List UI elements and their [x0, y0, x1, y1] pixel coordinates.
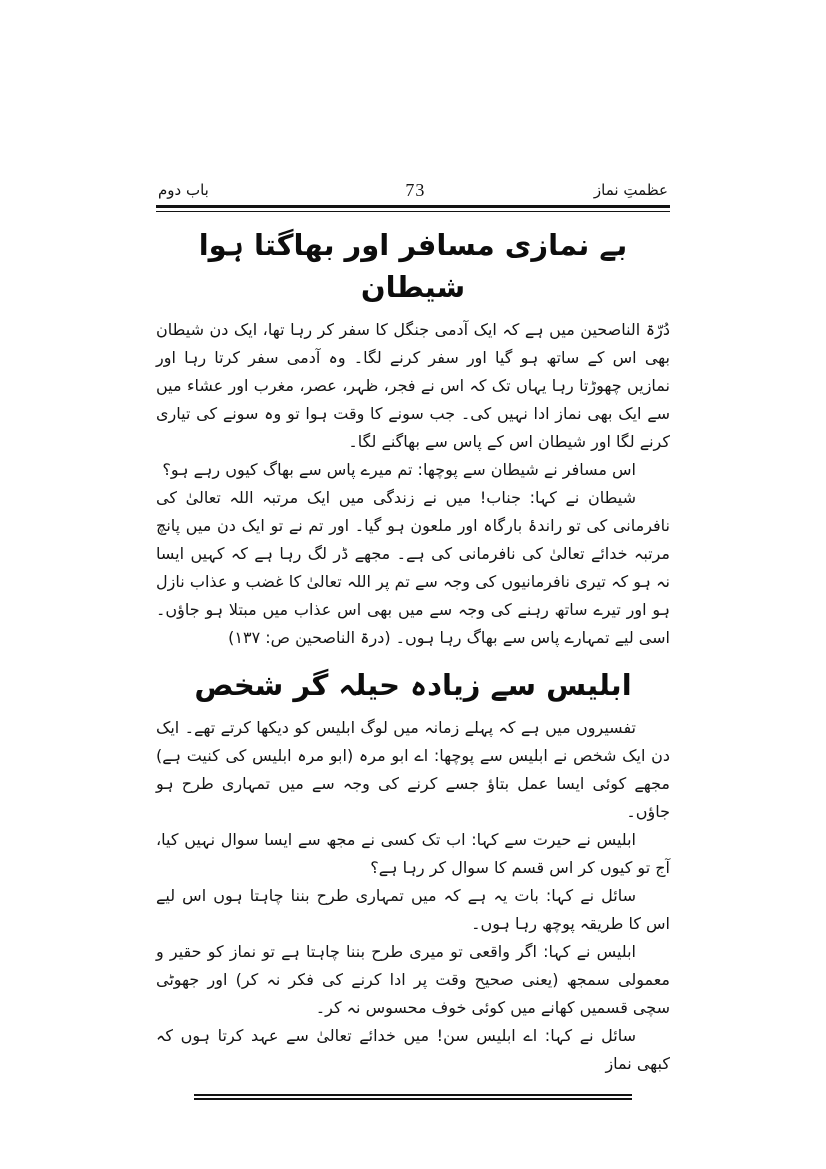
- section-heading: بے نمازی مسافر اور بھاگتا ہوا شیطان: [198, 228, 628, 304]
- header-chapter-title: باب دوم: [158, 181, 209, 199]
- header-divider-rule: [156, 205, 670, 212]
- section-heading: ابلیس سے زیادہ حیلہ گر شخص: [194, 668, 632, 702]
- running-header: [156, 180, 670, 205]
- section-more-cunning-than-iblis: [156, 664, 670, 1078]
- footer-divider-rule: [194, 1094, 632, 1100]
- paragraph: ابلیس نے کہا: اگر واقعی تو میری طرح بننا چاہتا ہے تو نماز کو حقیر و معمولی سمجھ (یعنی صحیح وقت پر ادا کرنے کی فکر نہ کر) اور جھوٹی سچی قسمیں کھانے میں کوئی خوف محسوس نہ کر۔: [156, 942, 670, 1017]
- paragraph: سائل نے کہا: اے ابلیس سن! میں خدائے تعالیٰ سے عہد کرتا ہوں کہ کبھی نماز: [156, 1026, 670, 1073]
- paragraph: اس مسافر نے شیطان سے پوچھا: تم میرے پاس سے بھاگ کیوں رہے ہو؟: [162, 460, 636, 479]
- section-traveler-and-satan: [156, 224, 670, 652]
- header-book-title: عظمتِ نماز: [593, 181, 668, 199]
- header-page-number: 73: [405, 180, 426, 200]
- paragraph: شیطان نے کہا: جناب! میں نے زندگی میں ایک مرتبہ اللہ تعالیٰ کی نافرمانی کی تو راندۂ بارگاہ اور ملعون ہو گیا۔ اور تم نے تو ایک دن میں پانچ مرتبہ خدائے تعالیٰ کی نافرمانی کی ہے۔ مجھے ڈر لگ رہا ہے کہ کہیں ایسا نہ ہو کہ تیری نافرمانیوں کی وجہ سے تم پر اللہ تعالیٰ کا غضب و عذاب نازل ہو اور تیرے ساتھ رہنے کی وجہ سے میں بھی اس عذاب میں مبتلا ہو جاؤں۔ اسی لیے تمہارے پاس سے بھاگ رہا ہوں۔ (درۃ الناصحین ص: ۱۳۷): [156, 488, 670, 647]
- page-content-column: [156, 180, 670, 1100]
- paragraph: دُرّۃ الناصحین میں ہے کہ ایک آدمی جنگل کا سفر کر رہا تھا، ایک دن شیطان بھی اس کے ساتھ ہو گیا اور سفر کرنے لگا۔ وہ آدمی سفر کرتا رہا اور نمازیں چھوڑتا رہا یہاں تک کہ اس نے فجر، ظہر، عصر، مغرب اور عشاء میں سے ایک بھی نماز ادا نہیں کی۔ جب سونے کا وقت ہوا تو وہ سونے کی تیاری کرنے لگا اور شیطان اس کے پاس سے بھاگنے لگا۔: [156, 320, 670, 451]
- paragraph: تفسیروں میں ہے کہ پہلے زمانہ میں لوگ ابلیس کو دیکھا کرتے تھے۔ ایک دن ایک شخص نے ابلیس سے پوچھا: اے ابو مرہ (ابو مرہ ابلیس کی کنیت ہے) مجھے کوئی ایسا عمل بتاؤ جسے کرنے کی وجہ سے میں تمہاری طرح ہو جاؤں۔: [156, 718, 670, 821]
- paragraph: ابلیس نے حیرت سے کہا: اب تک کسی نے مجھ سے ایسا سوال نہیں کیا، آج تو کیوں کر اس قسم کا سوال کر رہا ہے؟: [156, 830, 670, 877]
- paragraph: سائل نے کہا: بات یہ ہے کہ میں تمہاری طرح بننا چاہتا ہوں اس لیے اس کا طریقہ پوچھ رہا ہوں۔: [156, 886, 670, 933]
